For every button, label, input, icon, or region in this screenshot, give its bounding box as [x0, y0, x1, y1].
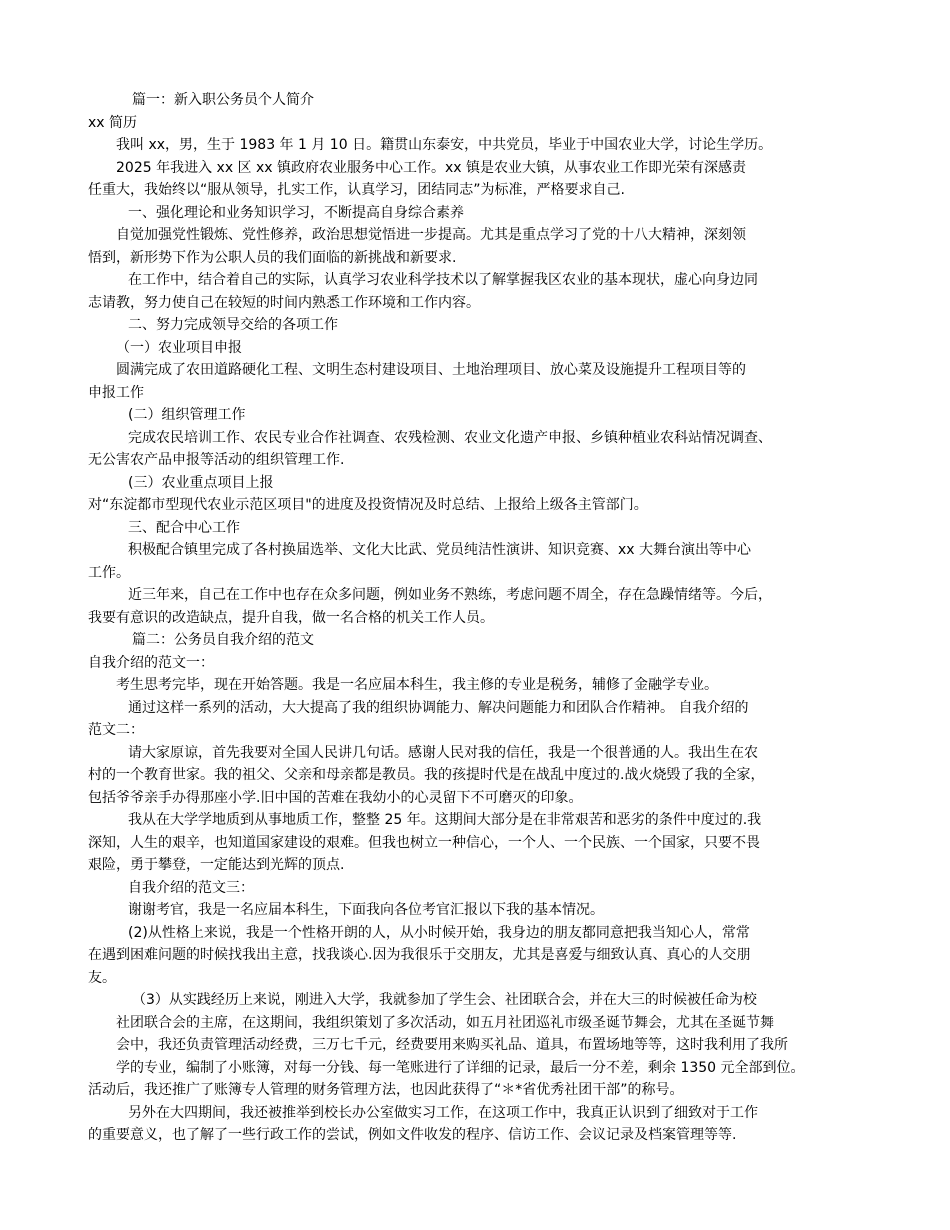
paragraph-line: 申报工作 [88, 384, 144, 401]
heading-line: 二、努力完成领导交给的各项工作 [128, 317, 338, 333]
subheading: 自我介绍的范文三： [128, 879, 254, 896]
paragraph-line: 在工作中，结合着自己的实际，认真学习农业科学技术以了解掌握我区农业的基本现状，虚心向身边同 [128, 272, 758, 288]
paragraph-line: 在遇到困难问题的时候找我出主意，找我谈心.因为我很乐于交朋友，尤其是喜爱与细致认真、真心的人交朋 [88, 947, 751, 963]
paragraph-line: 近三年来，自己在工作中也存在众多问题，例如业务不熟练，考虑问题不周全，存在急躁情绪等。今后， [128, 587, 772, 603]
paragraph-line: 深知，人生的艰辛，也知道国家建设的艰难。但我也树立一种信心，一个人、一个民族、一个国家，只要不畏 [88, 834, 760, 851]
paragraph-line: 村的一个教育世家。我的祖父、父亲和母亲都是教员。我的孩提时代是在战乱中度过的.战火烧毁了我的全家， [88, 767, 765, 783]
heading-line: 一、强化理论和业务知识学习，不断提高自身综合素养 [128, 204, 464, 221]
paragraph-line: 积极配合镇里完成了各村换届选举、文化大比武、党员纯洁性演讲、知识竞赛、xx 大舞台演出等中心 [128, 542, 752, 558]
paragraph-line: 谢谢考官，我是一名应届本科生，下面我向各位考官汇报以下我的基本情况。 [128, 902, 604, 918]
paragraph-line: 悟到，新形势下作为公职人员的我们面临的新挑战和新要求. [88, 249, 457, 266]
heading-line: 三、配合中心工作 [128, 519, 240, 536]
paragraph-line: 艰险，勇于攀登，一定能达到光辉的顶点. [88, 857, 345, 873]
subheading: xx 简历 [88, 114, 138, 131]
paragraph-line: 会中，我还负责管理活动经费，三万七千元，经费要用来购买礼品、道具，布置场地等等，这时我利用了我所 [116, 1037, 788, 1053]
paragraph-line: 圆满完成了农田道路硬化工程、文明生态村建设项目、土地治理项目、放心菜及设施提升工程项目等的 [116, 362, 746, 378]
paragraph-line: 完成农民培训工作、农民专业合作社调查、农残检测、农业文化遗产申报、乡镇种植业农科站情况调查、 [128, 429, 772, 446]
paragraph-line: 请大家原谅，首先我要对全国人民讲几句话。感谢人民对我的信任，我是一个很普通的人。我出生在农 [128, 744, 758, 761]
paragraph-line: 友。 [88, 969, 116, 986]
subheading: 自我介绍的范文一： [88, 654, 214, 671]
paragraph-line: 志请教，努力使自己在较短的时间内熟悉工作环境和工作内容。 [88, 294, 480, 311]
section-title: 篇一：新入职公务员个人简介 [132, 92, 314, 108]
paragraph-line: 任重大，我始终以“服从领导，扎实工作，认真学习，团结同志”为标准，严格要求自己. [88, 182, 625, 198]
paragraph-line: (2)从性格上来说，我是一个性格开朗的人，从小时候开始，我身边的朋友都同意把我当知心人，常常 [128, 924, 750, 941]
paragraph-line: 的重要意义，也了解了一些行政工作的尝试，例如文件收发的程序、信访工作、会议记录及档案管理等等. [88, 1127, 737, 1143]
paragraph-line: 自觉加强党性锻炼、党性修养，政治思想觉悟进一步提高。尤其是重点学习了党的十八大精神，深刻领 [116, 227, 746, 243]
paragraph-line: 包括爷爷亲手办得那座小学.旧中国的苦难在我幼小的心灵留下不可磨灭的印象。 [88, 789, 583, 806]
paragraph-line: 2025 年我进入 xx 区 xx 镇政府农业服务中心工作。xx 镇是农业大镇，从事农业工作即光荣有深感责 [116, 159, 747, 176]
heading-line: (二）组织管理工作 [128, 407, 246, 423]
paragraph-line: 考生思考完毕，现在开始答题。我是一名应届本科生，我主修的专业是税务，辅修了金融学专业。 [116, 677, 718, 693]
paragraph-line: 我要有意识的改造缺点，提升自我，做一名合格的机关工作人员。 [88, 609, 494, 626]
section-title: 篇二：公务员自我介绍的范文 [132, 632, 314, 648]
paragraph-line: 无公害农产品申报等活动的组织管理工作. [88, 452, 345, 468]
paragraph-line: 社团联合会的主席，在这期间，我组织策划了多次活动，如五月社团巡礼市级圣诞节舞会，尤其在圣诞节舞 [116, 1014, 774, 1031]
heading-line: (三）农业重点项目上报 [128, 474, 274, 491]
paragraph-line: 通过这样一系列的活动，大大提高了我的组织协调能力、解决问题能力和团队合作精神。 自我介绍的 [128, 699, 749, 716]
paragraph-line: 我叫 xx，男，生于 1983 年 1 月 10 日。籍贯山东泰安，中共党员，毕业于中国农业大学，讨论生学历。 [116, 137, 773, 153]
paragraph-line: 另外在大四期间，我还被推举到校长办公室做实习工作，在这项工作中，我真正认识到了细致对于工作 [128, 1104, 758, 1121]
paragraph-line: 活动后，我还推广了账簿专人管理的财务管理方法，也因此获得了“＊*省优秀社团干部”的称号。 [88, 1082, 684, 1098]
paragraph-line: 我从在大学学地质到从事地质工作，整整 25 年。这期间大部分是在非常艰苦和恶劣的条件中度过的.我 [128, 812, 762, 828]
heading-line: （一）农业项目申报 [116, 339, 242, 356]
paragraph-line: 学的专业，编制了小账簿，对每一分钱、每一笔账进行了详细的记录，最后一分不差，剩余 1350 元全部到位。 [116, 1059, 805, 1076]
paragraph-line: 对“东淀都市型现代农业示范区项目"的进度及投资情况及时总结、上报给上级各主管部门。 [88, 497, 648, 513]
document-body [88, 89, 868, 1147]
paragraph-line: 工作。 [88, 564, 130, 581]
paragraph-line: （3）从实践经历上来说，刚进入大学，我就参加了学生会、社团联合会，并在大三的时候被任命为校 [132, 992, 757, 1008]
paragraph-line: 范文二： [88, 722, 144, 738]
